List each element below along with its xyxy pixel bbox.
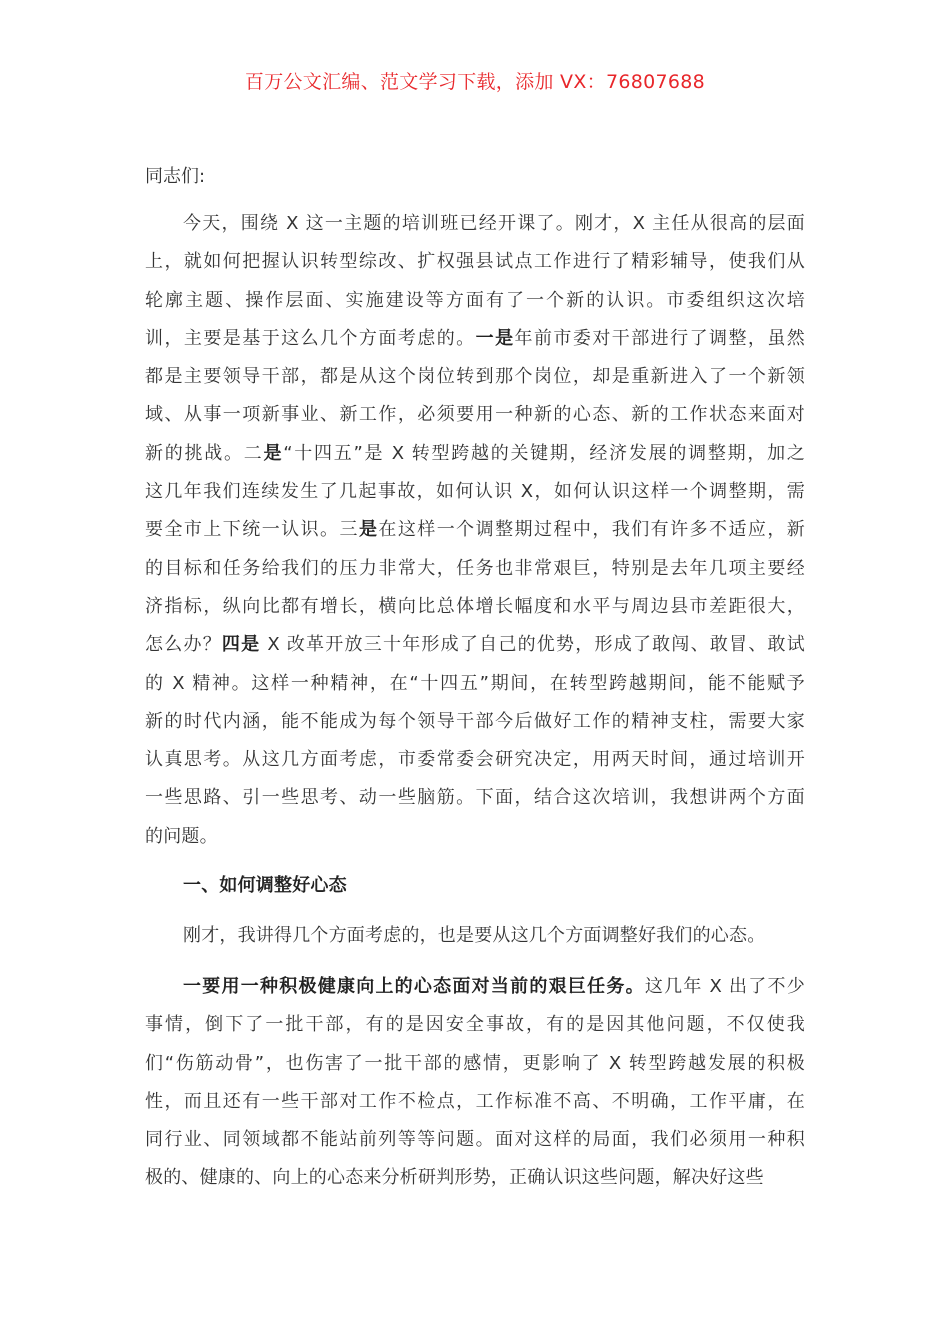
text-line (145, 327, 805, 365)
text-run: 怎么办？ (145, 634, 222, 656)
text-line (145, 557, 805, 595)
text-line (145, 1128, 805, 1166)
text-line (145, 786, 805, 824)
section-heading (145, 874, 805, 912)
bold-text: 是 (263, 442, 284, 464)
bold-text: 一、如何调整好心态 (183, 875, 347, 896)
watermark-header: 百万公文汇编、范文学习下载，添加 VX：76807688 (244, 71, 706, 93)
text-run: 要全市上下统一认识。三 (145, 519, 359, 541)
text-run: 轮廓主题、操作层面、实施建设等方面有了一个新的认识。市委组织这次培 (145, 289, 805, 311)
text-run: 新的时代内涵，能不能成为每个领导干部今后做好工作的精神支柱，需要大家 (145, 710, 805, 732)
text-run: 上，就如何把握认识转型综改、扩权强县试点工作进行了精彩辅导，使我们从 (145, 251, 805, 273)
text-line (145, 672, 805, 710)
text-line (145, 595, 805, 633)
text-line (145, 1052, 805, 1090)
text-run: 的 X 精神。这样一种精神，在“十四五”期间，在转型跨越期间，能不能赋予 (145, 672, 805, 694)
paragraph-transition (145, 924, 805, 962)
bold-text: 是 (358, 519, 379, 541)
text-line (145, 1013, 805, 1051)
paragraph-intro (145, 212, 805, 863)
text-line (145, 480, 805, 518)
text-line (145, 825, 805, 863)
text-run: 新的挑战。二 (145, 442, 264, 464)
text-line (145, 1090, 805, 1128)
text-run: 都是主要领导干部，都是从这个岗位转到那个岗位，却是重新进入了一个新领 (145, 366, 805, 388)
text-run: 这几年 X 出了不少 (644, 976, 805, 997)
text-line (145, 442, 805, 480)
text-run: 这几年我们连续发生了几起事故，如何认识 X，如何认识这样一个调整期，需 (145, 481, 805, 503)
paragraph-point-one (145, 975, 805, 1205)
text-line (145, 710, 805, 748)
text-run: X 改革开放三十年形成了自己的优势，形成了敢闯、敢冒、敢试 (260, 634, 805, 656)
text-run: 济指标，纵向比都有增长，横向比总体增长幅度和水平与周边县市差距很大， (145, 595, 805, 617)
text-run: 的问题。 (145, 825, 218, 847)
text-line (145, 975, 805, 1013)
text-run: 训，主要是基于这么几个方面考虑的。 (145, 327, 476, 349)
text-run: 认真思考。从这几方面考虑，市委常委会研究决定，用两天时间，通过培训开 (145, 749, 805, 771)
text-line (145, 403, 805, 441)
text-run: 们“伤筋动骨”，也伤害了一批干部的感情，更影响了 X 转型跨越发展的积极 (145, 1052, 805, 1074)
text-line (145, 250, 805, 288)
text-run: “十四五”是 X 转型跨越的关键期，经济发展的调整期，加之 (283, 442, 806, 464)
bold-text: 一要用一种积极健康向上的心态面对当前的艰巨任务。 (183, 976, 645, 997)
text-run: 在这样一个调整期过程中，我们有许多不适应，新 (378, 519, 805, 541)
text-run: 刚才，我讲得几个方面考虑的，也是要从这几个方面调整好我们的心态。 (183, 925, 766, 946)
text-run: 一些思路、引一些思考、动一些脑筋。下面，结合这次培训，我想讲两个方面 (145, 787, 805, 809)
text-run: 同行业、同领域都不能站前列等等问题。面对这样的局面，我们必须用一种积 (145, 1129, 805, 1151)
text-line (145, 212, 805, 250)
text-line (145, 874, 805, 912)
text-run: 的目标和任务给我们的压力非常大，任务也非常艰巨，特别是去年几项主要经 (145, 557, 805, 579)
text-line (145, 924, 805, 962)
text-run: 性，而且还有一些干部对工作不检点，工作标准不高、不明确，工作平庸，在 (145, 1090, 805, 1112)
text-line (145, 633, 805, 671)
salutation: 同志们: (145, 166, 206, 187)
text-run: 今天，围绕 X 这一主题的培训班已经开课了。刚才，X 主任从很高的层面 (183, 213, 805, 234)
text-line (145, 748, 805, 786)
text-run: 事情，倒下了一批干部，有的是因安全事故，有的是因其他问题，不仅使我 (145, 1014, 805, 1036)
bold-text: 一是 (475, 327, 515, 349)
bold-text: 四是 (221, 634, 261, 656)
text-run: 年前市委对干部进行了调整，虽然 (514, 327, 806, 349)
text-line (145, 365, 805, 403)
text-line (145, 289, 805, 327)
text-run: 极的、健康的、向上的心态来分析研判形势，正确认识这些问题，解决好这些 (145, 1167, 764, 1189)
text-line (145, 1166, 805, 1204)
text-line (145, 518, 805, 556)
text-run: 域、从事一项新事业、新工作，必须要用一种新的心态、新的工作状态来面对 (145, 404, 805, 426)
